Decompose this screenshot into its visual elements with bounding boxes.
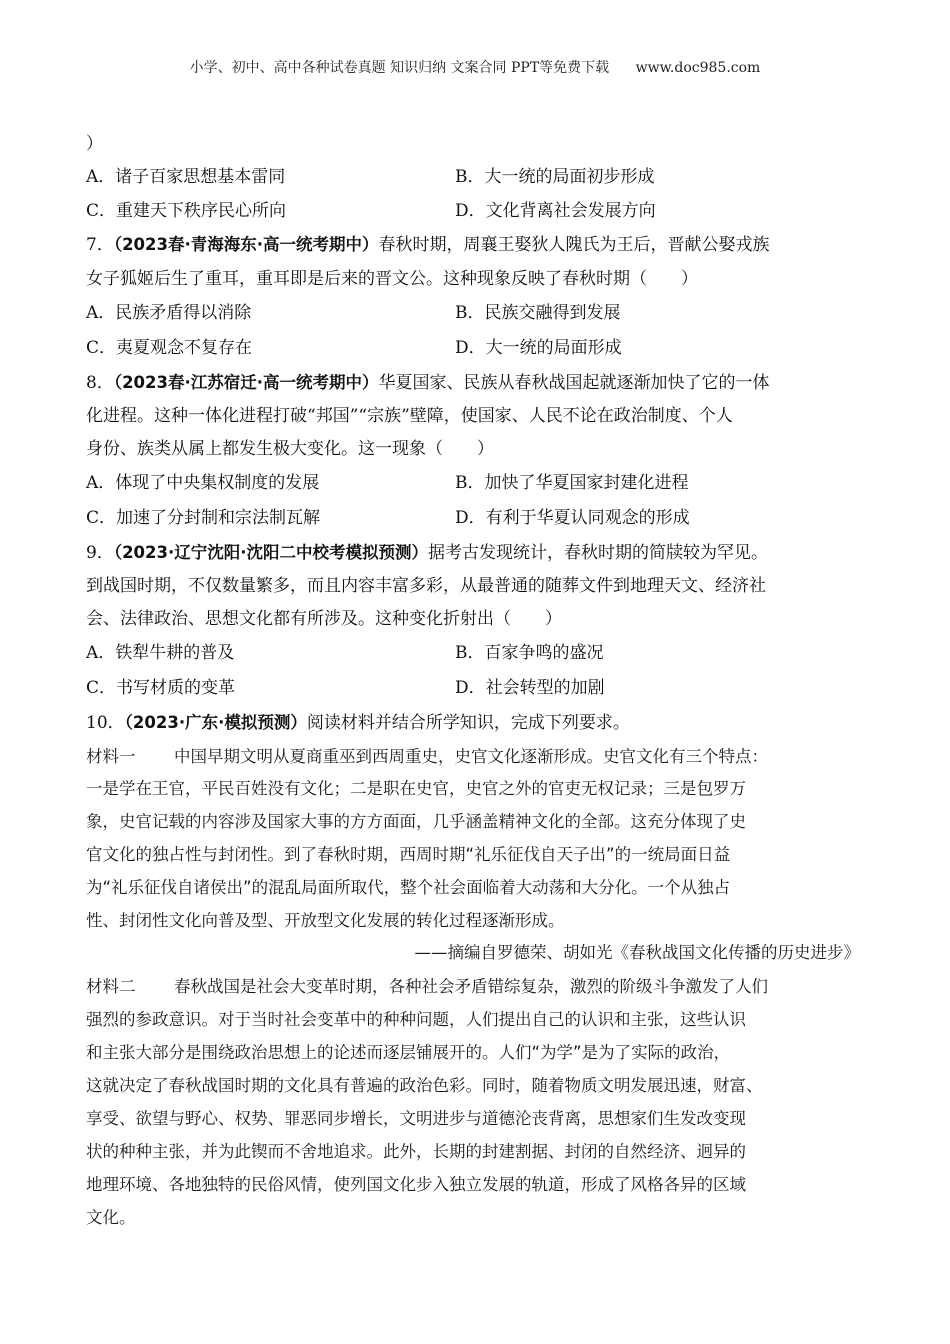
material-1-text-1: 中国早期文明从夏商重巫到西周重史，史官文化逐渐形成。史官文化有三个特点： <box>174 747 768 766</box>
q8-line-1 <box>86 372 876 394</box>
q8-option-d: D．有利于华夏认同观念的形成 <box>455 508 690 528</box>
q10-line-1 <box>86 712 876 734</box>
material-2-line-4: 这就决定了春秋战国时期的文化具有普遍的政治色彩。同时，随着物质文明发展迅速，财富、 <box>86 1076 763 1095</box>
material-1-line-2: 一是学在王官，平民百姓没有文化；二是职在史官，史官之外的官吏无权记录；三是包罗万 <box>86 779 746 798</box>
material-2-line-2: 强烈的参政意识。对于当时社会变革中的种种问题，人们提出自己的认识和主张，这些认识 <box>86 1010 746 1029</box>
material-1-line-3: 象，史官记载的内容涉及国家大事的方方面面，几乎涵盖精神文化的全部。这充分体现了史 <box>86 812 746 831</box>
q9-option-d: D．社会转型的加剧 <box>455 678 605 698</box>
material-2-label: 材料二 <box>86 977 136 996</box>
material-1-line-4: 官文化的独占性与封闭性。到了春秋时期，西周时期“礼乐征伐自天子出”的一统局面日益 <box>86 845 731 864</box>
material-2-line-6: 状的种种主张，并为此锲而不舍地追求。此外，长期的封建割据、封闭的自然经济、迥异的 <box>86 1142 746 1161</box>
q7-text-1: 春秋时期，周襄王娶狄人隗氏为王后，晋献公娶戎族 <box>378 235 770 255</box>
q7-option-a: A．民族矛盾得以消除 <box>86 303 252 323</box>
q6-option-d: D．文化背离社会发展方向 <box>455 201 656 221</box>
q7-number: 7． <box>86 235 114 255</box>
q9-option-b: B．百家争鸣的盛况 <box>455 643 604 663</box>
q7-line-1 <box>86 234 876 256</box>
q6-option-c: C．重建天下秩序民心所向 <box>86 201 287 221</box>
q9-number: 9． <box>86 543 114 563</box>
material-2-line-7: 地理环境、各地独特的民俗风情，使列国文化步入独立发展的轨道，形成了风格各异的区域 <box>86 1175 746 1194</box>
q9-text-1: 据考古发现统计，春秋时期的简牍较为罕见。 <box>428 543 769 563</box>
material-2-line-1 <box>86 976 876 998</box>
q7-source: （2023春·青海海东·高一统考期中） <box>113 235 379 254</box>
q9-source: （2023·辽宁沈阳·沈阳二中校考模拟预测） <box>113 543 429 562</box>
q9-option-c: C．书写材质的变革 <box>86 678 236 698</box>
q9-line-3: 会、法律政治、思想文化都有所涉及。这种变化折射出（ ） <box>86 609 562 629</box>
q7-option-b: B．民族交融得到发展 <box>455 303 621 323</box>
q6-option-b: B．大一统的局面初步形成 <box>455 167 655 187</box>
q8-option-b: B．加快了华夏国家封建化进程 <box>455 473 689 493</box>
q8-text-1: 华夏国家、民族从春秋战国起就逐渐加快了它的一体 <box>378 373 770 393</box>
q10-number: 10． <box>86 713 125 733</box>
q8-line-2: 化进程。这种一体化进程打破“邦国”“宗族”壁障，使国家、人民不论在政治制度、个人 <box>86 406 733 426</box>
q8-option-c: C．加速了分封制和宗法制瓦解 <box>86 508 321 528</box>
q7-option-c: C．夷夏观念不复存在 <box>86 338 253 358</box>
header-site: www.doc985.com <box>635 60 761 76</box>
q9-option-a: A．铁犁牛耕的普及 <box>86 643 235 663</box>
q10-source: （2023·广东·模拟预测） <box>124 713 307 732</box>
q7-line-2: 女子狐姬后生了重耳，重耳即是后来的晋文公。这种现象反映了春秋时期（ ） <box>86 269 698 289</box>
material-1-line-5: 为“礼乐征伐自诸侯出”的混乱局面所取代，整个社会面临着大动荡和大分化。一个从独占 <box>86 878 731 897</box>
material-1-line-6: 性、封闭性文化向普及型、开放型文化发展的转化过程逐渐形成。 <box>86 911 565 930</box>
material-2-line-8: 文化。 <box>86 1208 136 1227</box>
q7-option-d: D．大一统的局面形成 <box>455 338 622 358</box>
material-1-line-1 <box>86 746 876 768</box>
q6-option-a: A．诸子百家思想基本雷同 <box>86 167 286 187</box>
q9-line-2: 到战国时期，不仅数量繁多，而且内容丰富多彩，从最普通的随葬文件到地理天文、经济社 <box>86 576 766 596</box>
q8-line-3: 身份、族类从属上都发生极大变化。这一现象（ ） <box>86 439 494 459</box>
q10-lead: 阅读材料并结合所学知识，完成下列要求。 <box>306 713 630 733</box>
q6-paren: ） <box>86 134 103 154</box>
page-header <box>0 57 950 77</box>
header-text: 小学、初中、高中各种试卷真题 知识归纳 文案合同 PPT等免费下载 <box>189 60 610 76</box>
material-1-source: ——摘编自罗德荣、胡如光《春秋战国文化传播的历史进步》 <box>414 943 860 962</box>
q8-option-a: A．体现了中央集权制度的发展 <box>86 473 320 493</box>
material-2-line-3: 和主张大部分是围绕政治思想上的论述而逐层铺展开的。人们“为学”是为了实际的政治， <box>86 1043 731 1062</box>
q8-source: （2023春·江苏宿迁·高一统考期中） <box>113 373 379 392</box>
material-2-line-5: 享受、欲望与野心、权势、罪恶同步增长，文明进步与道德沦丧背离，思想家们生发改变现 <box>86 1109 746 1128</box>
material-1-label: 材料一 <box>86 747 136 766</box>
q8-number: 8． <box>86 373 114 393</box>
material-2-text-1: 春秋战国是社会大变革时期，各种社会矛盾错综复杂，激烈的阶级斗争激发了人们 <box>174 977 768 996</box>
q9-line-1 <box>86 542 876 564</box>
